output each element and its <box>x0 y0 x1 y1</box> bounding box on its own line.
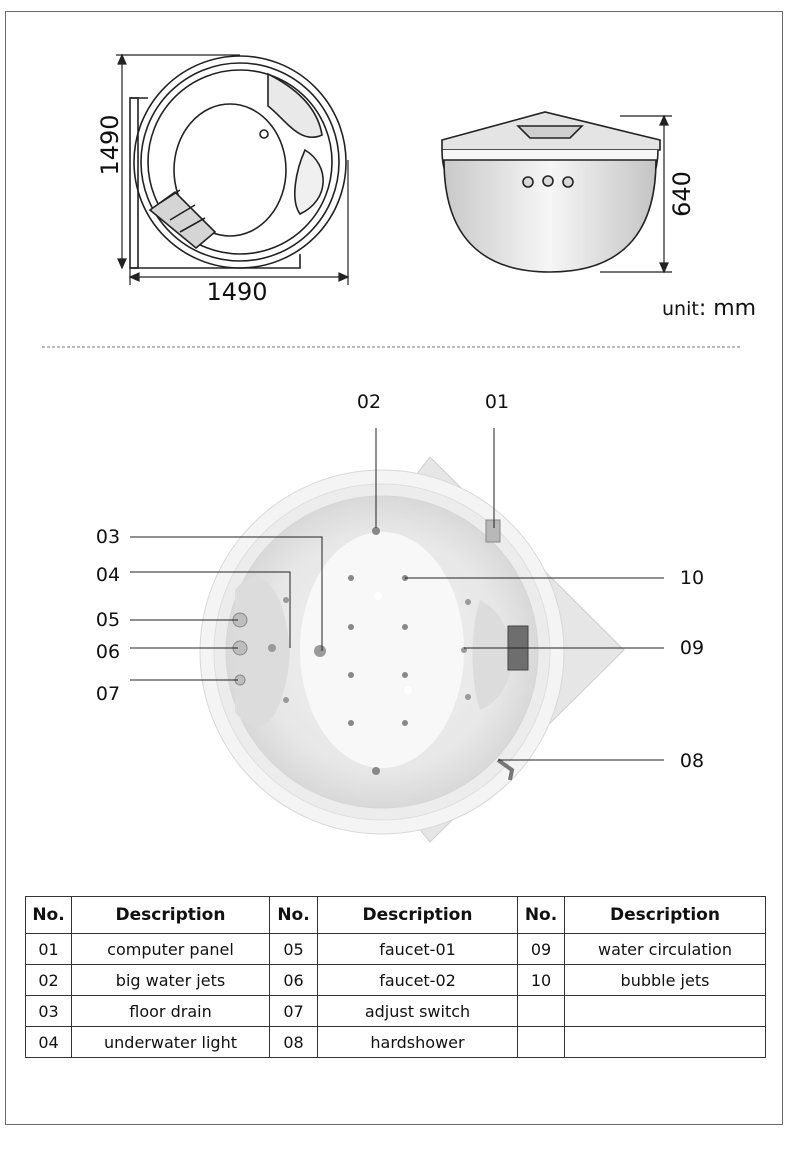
cell-no: 09 <box>518 934 565 965</box>
header-description: Description <box>318 897 518 934</box>
cell-description: faucet-02 <box>318 965 518 996</box>
cell-no: 07 <box>270 996 318 1027</box>
parts-table <box>25 896 766 1058</box>
top-view-drawing <box>130 56 346 268</box>
table-row <box>26 996 766 1027</box>
cell-no: 03 <box>26 996 72 1027</box>
cell-no: 01 <box>26 934 72 965</box>
header-description: Description <box>72 897 270 934</box>
cell-no <box>518 1027 565 1058</box>
bath-illustration <box>200 457 624 842</box>
callout-01: 01 <box>484 391 510 413</box>
table-row <box>26 934 766 965</box>
cell-no: 05 <box>270 934 318 965</box>
cell-description: bubble jets <box>565 965 766 996</box>
cell-description: water circulation <box>565 934 766 965</box>
cell-description: floor drain <box>72 996 270 1027</box>
cell-description: computer panel <box>72 934 270 965</box>
unit-separator: : <box>698 296 707 321</box>
callout-06: 06 <box>95 641 121 663</box>
header-no: No. <box>518 897 565 934</box>
cell-no: 02 <box>26 965 72 996</box>
unit-value: mm <box>713 296 757 321</box>
callout-08: 08 <box>679 750 705 772</box>
callout-02: 02 <box>356 391 382 413</box>
header-no: No. <box>270 897 318 934</box>
cell-description: underwater light <box>72 1027 270 1058</box>
cell-description: big water jets <box>72 965 270 996</box>
table-row <box>26 965 766 996</box>
cell-no: 08 <box>270 1027 318 1058</box>
header-no: No. <box>26 897 72 934</box>
cell-no <box>518 996 565 1027</box>
cell-no: 04 <box>26 1027 72 1058</box>
top-view-width-label: 1490 <box>206 278 268 306</box>
callout-03: 03 <box>95 526 121 548</box>
side-view-drawing <box>442 112 660 272</box>
cell-description <box>565 996 766 1027</box>
table-header-row <box>26 897 766 934</box>
cell-description: faucet-01 <box>318 934 518 965</box>
cell-no: 06 <box>270 965 318 996</box>
top-view-height-label: 1490 <box>96 114 124 176</box>
callout-05: 05 <box>95 609 121 631</box>
callout-07: 07 <box>95 683 121 705</box>
callout-09: 09 <box>679 637 705 659</box>
side-view-height-label: 640 <box>668 171 696 217</box>
callout-04: 04 <box>95 564 121 586</box>
callout-10: 10 <box>679 567 705 589</box>
cell-description: hardshower <box>318 1027 518 1058</box>
unit-note <box>662 296 756 321</box>
cell-description: adjust switch <box>318 996 518 1027</box>
table-row <box>26 1027 766 1058</box>
unit-label: unit <box>662 298 699 320</box>
cell-no: 10 <box>518 965 565 996</box>
cell-description <box>565 1027 766 1058</box>
header-description: Description <box>565 897 766 934</box>
